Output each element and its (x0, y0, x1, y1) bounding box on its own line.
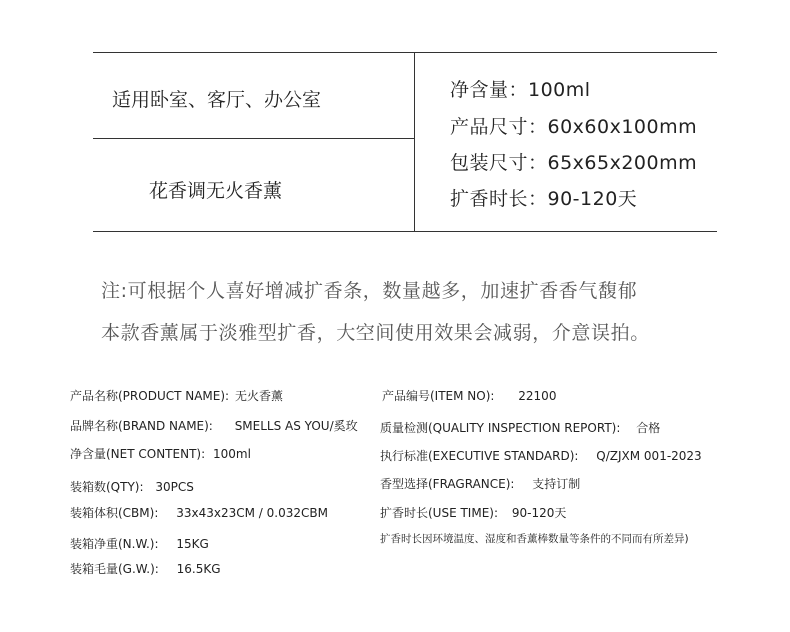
info-use-time (380, 504, 566, 521)
info-value: SMELLS AS YOU/奚玫 (234, 419, 358, 433)
info-value: 15KG (176, 537, 209, 551)
info-executive-standard (380, 447, 702, 464)
info-label: 产品编号(ITEM NO): (382, 389, 495, 403)
info-use-time-note: 扩香时长因环境温度、湿度和香薰棒数量等条件的不同而有所差异) (380, 533, 689, 545)
info-fragrance (380, 475, 580, 492)
info-label: 装箱数(QTY): (70, 480, 144, 494)
table-bottom-border (93, 231, 717, 232)
info-cbm (70, 504, 328, 521)
info-value: 30PCS (155, 480, 194, 494)
info-value: 22100 (518, 389, 557, 403)
info-label: 净含量(NET CONTENT): (70, 447, 206, 461)
info-value: 支持订制 (532, 477, 581, 491)
info-product-name (70, 387, 283, 404)
usage-scenes: 适用卧室、客厅、办公室 (112, 89, 322, 111)
info-label: 扩香时长(USE TIME): (380, 506, 499, 520)
info-qty (70, 478, 194, 495)
info-value: 33x43x23CM / 0.032CBM (176, 506, 328, 520)
info-value: 90-120天 (511, 506, 567, 520)
info-label: 香型选择(FRAGRANCE): (380, 477, 515, 491)
note-line-1: 注:可根据个人喜好增减扩香条，数量越多，加速扩香香气馥郁 (101, 280, 638, 302)
note-line-2: 本款香薰属于淡雅型扩香，大空间使用效果会减弱，介意误拍。 (101, 322, 650, 344)
table-left-divider (93, 138, 414, 139)
info-label: 装箱毛量(G.W.): (70, 562, 159, 576)
info-label: 执行标准(EXECUTIVE STANDARD): (380, 449, 579, 463)
info-label: 品牌名称(BRAND NAME): (70, 419, 213, 433)
info-net-weight (70, 535, 209, 552)
info-value: 无火香薰 (234, 389, 283, 403)
info-value: 16.5KG (176, 562, 221, 576)
spec-net-content: 净含量：100ml (450, 79, 591, 101)
info-label: 装箱净重(N.W.): (70, 537, 159, 551)
info-value: 100ml (212, 447, 251, 461)
info-label: 产品名称(PRODUCT NAME): (70, 389, 230, 403)
spec-diffuse-time: 扩香时长：90-120天 (450, 188, 638, 210)
info-value: 合格 (636, 421, 661, 435)
info-label: 质量检测(QUALITY INSPECTION REPORT): (380, 421, 621, 435)
info-brand-name (70, 417, 358, 434)
info-gross-weight (70, 560, 221, 577)
spec-package-size: 包装尺寸：65x65x200mm (450, 152, 698, 174)
info-quality-report (380, 419, 660, 436)
info-label: 装箱体积(CBM): (70, 506, 159, 520)
info-value: Q/ZJXM 001-2023 (596, 449, 702, 463)
info-item-no (382, 387, 556, 404)
table-top-border (93, 52, 717, 53)
info-net-content (70, 445, 251, 462)
table-column-divider (414, 52, 415, 232)
product-description: 花香调无火香薰 (149, 180, 283, 202)
spec-product-size: 产品尺寸：60x60x100mm (450, 116, 698, 138)
